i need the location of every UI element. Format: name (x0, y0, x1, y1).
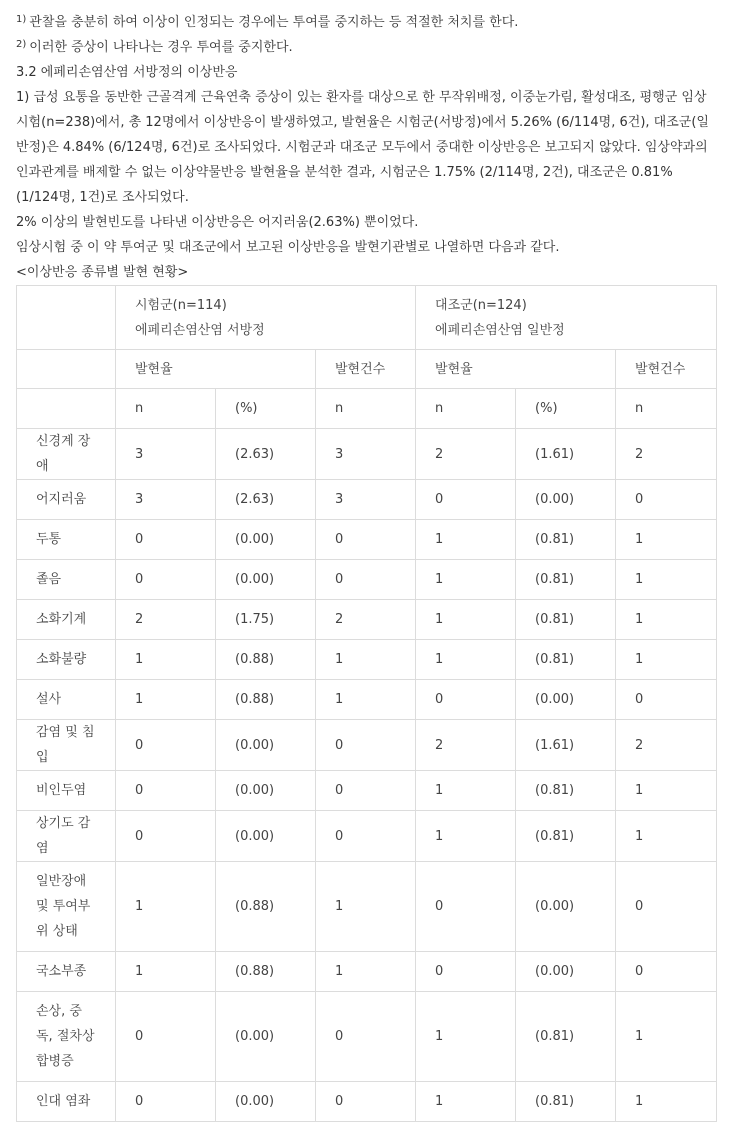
table-row (17, 952, 717, 992)
control-group-name: 대조군(n=124) (435, 297, 527, 313)
row-label: 인대 염좌 (17, 1082, 116, 1122)
control-pct-cell: (0.81) (516, 771, 616, 811)
row-label: 소화불량 (17, 640, 116, 680)
control-n-cell: 1 (416, 811, 516, 862)
test-count-cell: 0 (316, 520, 416, 560)
row-label: 어지러움 (17, 480, 116, 520)
row-label: 감염 및 침입 (17, 720, 116, 771)
control-n-cell: 0 (416, 680, 516, 720)
header-empty-cell (17, 286, 116, 350)
row-label: 일반장애 및 투여부위 상태 (17, 862, 116, 952)
test-group-name: 시험군(n=114) (135, 297, 227, 313)
control-pct-cell: (0.81) (516, 811, 616, 862)
row-label: 비인두염 (17, 771, 116, 811)
control-n-cell: 2 (416, 429, 516, 480)
test-n-cell: 1 (116, 862, 216, 952)
header-test-group (116, 286, 416, 350)
test-n-cell: 0 (116, 520, 216, 560)
test-count-cell: 2 (316, 600, 416, 640)
test-count-cell: 0 (316, 720, 416, 771)
test-count-cell: 1 (316, 640, 416, 680)
test-n-cell: 1 (116, 680, 216, 720)
test-n-cell: 1 (116, 640, 216, 680)
control-count-cell: 1 (616, 1082, 717, 1122)
test-n-cell: 3 (116, 429, 216, 480)
paragraph-summary: 1) 급성 요통을 동반한 근골격계 근육연축 증상이 있는 환자를 대상으로 한 무작위배정, 이중눈가림, 활성대조, 평행군 임상시험(n=238)에서, 총 12명에서 이상반응이 발생하였고, 발현율은 시험군(서방정)에서 5.26% (6/114명, 6건), 대조군(일반정)은 4.84% (6/124명, 6건)로 조사되었다. 시험군과 대조군 모두에서 중대한 이상반응은 보고되지 않았다. 임상약과의 인과관계를 배제할 수 없는 이상약물반응 발현율을 분석한 결과, 시험군은 1.75% (2/114명, 2건), 대조군은 0.81% (1/124명, 1건)로 조사되었다. (16, 90, 709, 205)
table-row (17, 992, 717, 1082)
control-count-cell: 0 (616, 862, 717, 952)
control-count-n-header: n (616, 389, 717, 429)
test-count-cell: 0 (316, 811, 416, 862)
test-pct-cell: (0.00) (216, 520, 316, 560)
row-label: 두통 (17, 520, 116, 560)
header-control-group (416, 286, 717, 350)
table-row (17, 720, 717, 771)
test-n-cell: 0 (116, 1082, 216, 1122)
section-title: 3.2 에페리손염산염 서방정의 이상반응 (16, 65, 238, 80)
control-pct-cell: (0.00) (516, 480, 616, 520)
test-pct-cell: (1.75) (216, 600, 316, 640)
table-row (17, 560, 717, 600)
header-metric-row (17, 350, 717, 389)
header-empty-cell (17, 389, 116, 429)
control-pct-cell: (0.81) (516, 600, 616, 640)
test-n-cell: 0 (116, 720, 216, 771)
test-n-cell: 0 (116, 560, 216, 600)
control-n-cell: 0 (416, 480, 516, 520)
test-n-cell: 2 (116, 600, 216, 640)
test-n-header: n (116, 389, 216, 429)
test-n-cell: 3 (116, 480, 216, 520)
control-count-cell: 1 (616, 811, 717, 862)
test-n-cell: 1 (116, 952, 216, 992)
control-n-cell: 1 (416, 560, 516, 600)
table-row (17, 480, 717, 520)
test-count-cell: 3 (316, 480, 416, 520)
control-rate-header: 발현율 (416, 350, 616, 389)
control-count-cell: 1 (616, 771, 717, 811)
control-count-cell: 0 (616, 680, 717, 720)
control-n-cell: 0 (416, 862, 516, 952)
control-n-cell: 1 (416, 1082, 516, 1122)
row-label: 손상, 중독, 절차상 합병증 (17, 992, 116, 1082)
table-row (17, 771, 717, 811)
test-n-cell: 0 (116, 771, 216, 811)
control-count-cell: 1 (616, 560, 717, 600)
control-pct-cell: (0.81) (516, 1082, 616, 1122)
test-pct-cell: (0.88) (216, 680, 316, 720)
test-count-n-header: n (316, 389, 416, 429)
test-rate-header: 발현율 (116, 350, 316, 389)
control-count-cell: 0 (616, 952, 717, 992)
note-1 (16, 10, 719, 35)
control-pct-cell: (1.61) (516, 429, 616, 480)
header-groups-row (17, 286, 717, 350)
control-pct-cell: (0.00) (516, 952, 616, 992)
control-n-cell: 1 (416, 640, 516, 680)
adverse-reaction-table (16, 285, 717, 1122)
test-pct-cell: (0.00) (216, 1082, 316, 1122)
control-pct-header: (%) (516, 389, 616, 429)
control-n-cell: 0 (416, 952, 516, 992)
control-pct-cell: (0.81) (516, 640, 616, 680)
control-pct-cell: (0.00) (516, 862, 616, 952)
control-pct-cell: (0.81) (516, 992, 616, 1082)
test-group-drug: 에페리손염산염 서방정 (135, 322, 265, 338)
table-row (17, 680, 717, 720)
test-count-cell: 0 (316, 560, 416, 600)
table-caption: <이상반응 종류별 발현 현황> (16, 265, 189, 280)
test-pct-header: (%) (216, 389, 316, 429)
control-pct-cell: (0.00) (516, 680, 616, 720)
control-count-header: 발현건수 (616, 350, 717, 389)
table-row (17, 429, 717, 480)
control-n-cell: 1 (416, 520, 516, 560)
table-row (17, 811, 717, 862)
note-1-text: 관찰을 충분히 하여 이상이 인정되는 경우에는 투여를 중지하는 등 적절한 처치를 한다. (29, 15, 519, 30)
header-empty-cell (17, 350, 116, 389)
test-count-cell: 1 (316, 952, 416, 992)
control-count-cell: 0 (616, 480, 717, 520)
test-count-cell: 0 (316, 992, 416, 1082)
control-count-cell: 1 (616, 640, 717, 680)
test-pct-cell: (0.00) (216, 811, 316, 862)
control-pct-cell: (0.81) (516, 560, 616, 600)
control-n-cell: 1 (416, 771, 516, 811)
control-pct-cell: (0.81) (516, 520, 616, 560)
line-listing: 임상시험 중 이 약 투여군 및 대조군에서 보고된 이상반응을 발현기관별로 나열하면 다음과 같다. (16, 240, 560, 255)
note-2-marker: 2) (16, 39, 27, 50)
test-pct-cell: (2.63) (216, 480, 316, 520)
note-2-text: 이러한 증상이 나타나는 경우 투여를 중지한다. (29, 40, 293, 55)
test-n-cell: 0 (116, 992, 216, 1082)
test-pct-cell: (0.00) (216, 720, 316, 771)
line-2pct: 2% 이상의 발현빈도를 나타낸 이상반응은 어지러움(2.63%) 뿐이었다. (16, 215, 419, 230)
control-n-cell: 1 (416, 992, 516, 1082)
row-label: 설사 (17, 680, 116, 720)
row-label: 소화기계 (17, 600, 116, 640)
header-unit-row (17, 389, 717, 429)
table-row (17, 862, 717, 952)
test-pct-cell: (0.00) (216, 560, 316, 600)
test-count-cell: 3 (316, 429, 416, 480)
row-label: 국소부종 (17, 952, 116, 992)
control-n-header: n (416, 389, 516, 429)
row-label: 신경계 장애 (17, 429, 116, 480)
control-count-cell: 2 (616, 720, 717, 771)
table-row (17, 1082, 717, 1122)
control-count-cell: 1 (616, 992, 717, 1082)
test-count-cell: 0 (316, 771, 416, 811)
table-row (17, 520, 717, 560)
table-row (17, 600, 717, 640)
note-2 (16, 35, 719, 60)
test-pct-cell: (0.88) (216, 862, 316, 952)
row-label: 상기도 감염 (17, 811, 116, 862)
test-pct-cell: (0.00) (216, 992, 316, 1082)
test-count-header: 발현건수 (316, 350, 416, 389)
test-count-cell: 0 (316, 1082, 416, 1122)
test-n-cell: 0 (116, 811, 216, 862)
test-pct-cell: (0.88) (216, 952, 316, 992)
test-count-cell: 1 (316, 862, 416, 952)
row-label: 졸음 (17, 560, 116, 600)
table-row (17, 640, 717, 680)
control-count-cell: 1 (616, 600, 717, 640)
control-count-cell: 2 (616, 429, 717, 480)
note-1-marker: 1) (16, 14, 27, 25)
test-pct-cell: (0.88) (216, 640, 316, 680)
control-group-drug: 에페리손염산염 일반정 (435, 322, 565, 338)
control-count-cell: 1 (616, 520, 717, 560)
test-pct-cell: (0.00) (216, 771, 316, 811)
control-n-cell: 1 (416, 600, 516, 640)
test-pct-cell: (2.63) (216, 429, 316, 480)
control-pct-cell: (1.61) (516, 720, 616, 771)
test-count-cell: 1 (316, 680, 416, 720)
control-n-cell: 2 (416, 720, 516, 771)
